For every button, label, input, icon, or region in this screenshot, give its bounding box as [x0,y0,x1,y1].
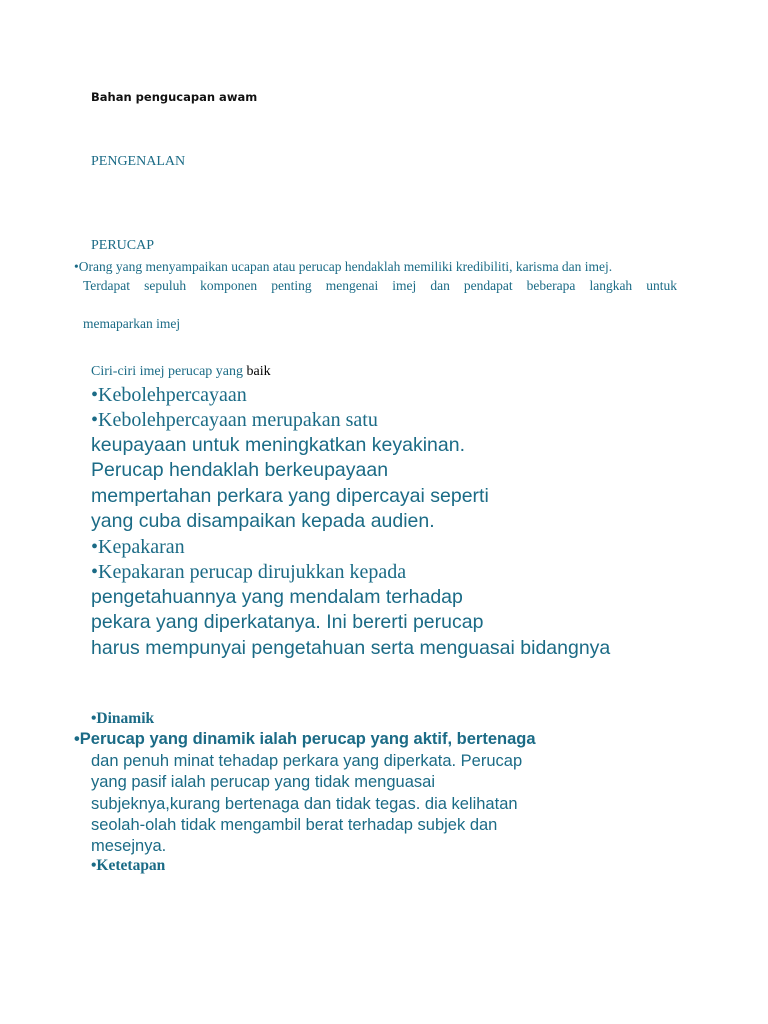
dynamic-line: seolah-olah tidak mengambil berat terhadap subjek dan [91,815,498,834]
dynamic-line: mesejnya. [91,837,167,856]
dynamic-line: yang pasif ialah perucap yang tidak menguasai [91,773,435,792]
dynamic-line: subjeknya,kurang bertenaga dan tidak tegas. dia kelihatan [91,794,518,813]
credibility-lead: •Kebolehpercayaan merupakan satu [91,409,378,431]
intro-line-3: memaparkan imej [83,316,181,331]
dynamic-line: dan penuh minat tehadap perkara yang diperkata. Perucap [91,752,523,770]
features-heading-text: Ciri-ciri imej perucap yang [91,364,243,379]
expertise-lead: •Kepakaran perucap dirujukkan kepada [91,561,407,583]
credibility-heading: •Kebolehpercayaan [91,384,247,406]
dynamic-heading: •Dinamik [91,710,155,727]
intro-line-2: Terdapat sepuluh komponen penting mengenai imej dan pendapat beberapa langkah untuk [83,278,677,293]
intro-line-1: •Orang yang menyampaikan ucapan atau perucap hendaklah memiliki kredibiliti, karisma dan imej. [74,259,613,274]
ketetapan-heading: •Ketetapan [91,857,166,874]
credibility-body [91,433,489,534]
dynamic-body [91,751,522,857]
expertise-line: pekara yang diperkatanya. Ini bererti perucap [91,611,484,634]
expertise-line: harus mempunyai pengetahuan serta menguasai bidangnya [91,636,611,659]
expertise-heading: •Kepakaran [91,536,185,558]
features-heading-last-word: baik [246,364,271,379]
credibility-line: keupayaan untuk meningkatkan keyakinan. [91,434,466,456]
heading-perucap: PERUCAP [91,238,155,253]
expertise-body [91,585,610,661]
document-title: Bahan pengucapan awam [91,90,258,104]
credibility-line: Perucap hendaklah berkeupayaan [91,459,389,482]
dynamic-lead: •Perucap yang dinamik ialah perucap yang aktif, bertenaga [74,730,536,748]
intro-paragraph [74,257,677,333]
credibility-line: yang cuba disampaikan kepada audien. [91,509,435,532]
heading-pengenalan: PENGENALAN [91,154,186,169]
expertise-line: pengetahuannya yang mendalam terhadap [91,586,463,608]
credibility-line: mempertahan perkara yang dipercayai seperti [91,484,489,507]
features-heading [91,364,271,380]
